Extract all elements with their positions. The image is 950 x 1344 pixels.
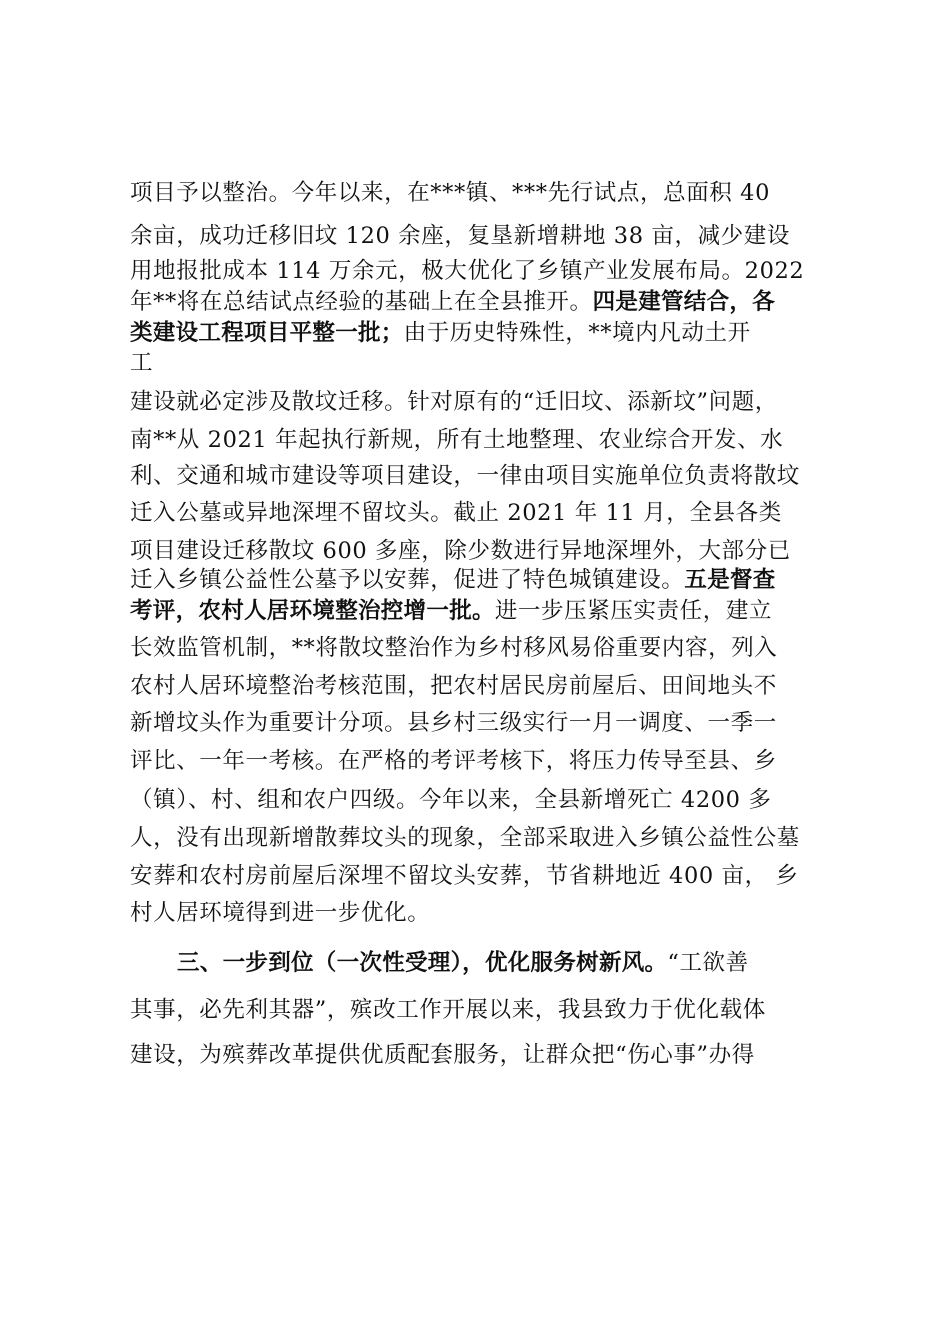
text-span: 新增坟头作为重要计分项。县乡村三级实行一月一调度、一季一 xyxy=(130,710,777,736)
bold-heading-span: 四是建管结合，各 xyxy=(592,289,776,315)
text-span: 由于历史特殊性，**境内凡动土开 xyxy=(403,320,751,346)
text-span: 长效监管机制，**将散坟整治作为乡村移风易俗重要内容，列入 xyxy=(130,635,778,661)
text-line xyxy=(130,221,790,251)
text-span: 建设，为殡葬改革提供优质配套服务，让群众把“伤心事”办得 xyxy=(130,1042,755,1068)
text-span: 余亩，成功迁移旧坟 120 余座，复垦新增耕地 38 亩，减少建设 xyxy=(130,223,790,249)
text-line xyxy=(130,536,791,566)
text-span: （镇）、村、组和农户四级。今年以来，全县新增死亡 4200 多 xyxy=(130,787,772,813)
text-line xyxy=(130,318,751,348)
text-line xyxy=(130,746,777,776)
text-line xyxy=(130,861,799,891)
text-line xyxy=(130,256,804,286)
text-line xyxy=(130,287,775,317)
text-line xyxy=(130,178,770,208)
text-span: 评比、一年一考核。在严格的考评考核下，将压力传导至县、乡 xyxy=(130,748,777,774)
text-span: 年**将在总结试点经验的基础上在全县推开。 xyxy=(130,289,593,315)
text-span: 利、交通和城市建设等项目建设，一律由项目实施单位负责将散坟 xyxy=(130,463,800,489)
text-line xyxy=(130,596,772,626)
text-line xyxy=(130,498,782,528)
text-line xyxy=(130,671,777,701)
text-span: 南**从 2021 年起执行新规，所有土地整理、农业综合开发、水 xyxy=(130,427,784,453)
text-line xyxy=(130,461,800,491)
text-line xyxy=(130,633,777,663)
text-span: 村人居环境得到进一步优化。 xyxy=(130,900,431,926)
text-line xyxy=(130,995,766,1025)
text-line xyxy=(130,565,776,595)
text-span: 迁入乡镇公益性公墓予以安葬，促进了特色城镇建设。 xyxy=(130,567,685,593)
text-span: 人，没有出现新增散葬坟头的现象，全部采取进入乡镇公益性公墓 xyxy=(130,825,800,851)
text-span: 进一步压紧压实责任，建立 xyxy=(494,598,773,624)
text-span: 工 xyxy=(130,350,154,376)
text-span: 农村人居环境整治考核范围，把农村居民房前屋后、田间地头不 xyxy=(130,673,777,699)
text-line xyxy=(130,823,800,853)
text-line xyxy=(130,785,771,815)
text-span: 迁入公墓或异地深埋不留坟头。截止 2021 年 11 月，全县各类 xyxy=(130,500,782,526)
text-span: 用地报批成本 114 万余元，极大优化了乡镇产业发展布局。2022 xyxy=(130,258,805,284)
text-span: 项目予以整治。今年以来，在***镇、***先行试点，总面积 40 xyxy=(130,180,770,206)
section-heading-span: 三、一步到位（一次性受理），优化服务树新风。 xyxy=(177,950,668,976)
text-line xyxy=(130,348,153,378)
text-span: “工欲善 xyxy=(667,950,749,976)
text-line xyxy=(130,425,783,455)
text-span: 安葬和农村房前屋后深埋不留坟头安葬，节省耕地近 400 亩， 乡 xyxy=(130,863,799,889)
bold-heading-span: 类建设工程项目平整一批； xyxy=(130,320,404,346)
text-line xyxy=(177,948,749,978)
bold-heading-span: 考评，农村人居环境整治控增一批。 xyxy=(130,598,495,624)
bold-heading-span: 五是督查 xyxy=(684,567,776,593)
text-line xyxy=(130,1040,755,1070)
text-line xyxy=(130,898,430,928)
text-line xyxy=(130,387,778,417)
text-span: 建设就必定涉及散坟迁移。针对原有的“迁旧坟、添新坟”问题， xyxy=(130,389,778,415)
text-span: 项目建设迁移散坟 600 多座，除少数进行异地深埋外，大部分已 xyxy=(130,538,791,564)
text-line xyxy=(130,708,777,738)
text-span: 其事，必先利其器”，殡改工作开展以来，我县致力于优化载体 xyxy=(130,997,766,1023)
